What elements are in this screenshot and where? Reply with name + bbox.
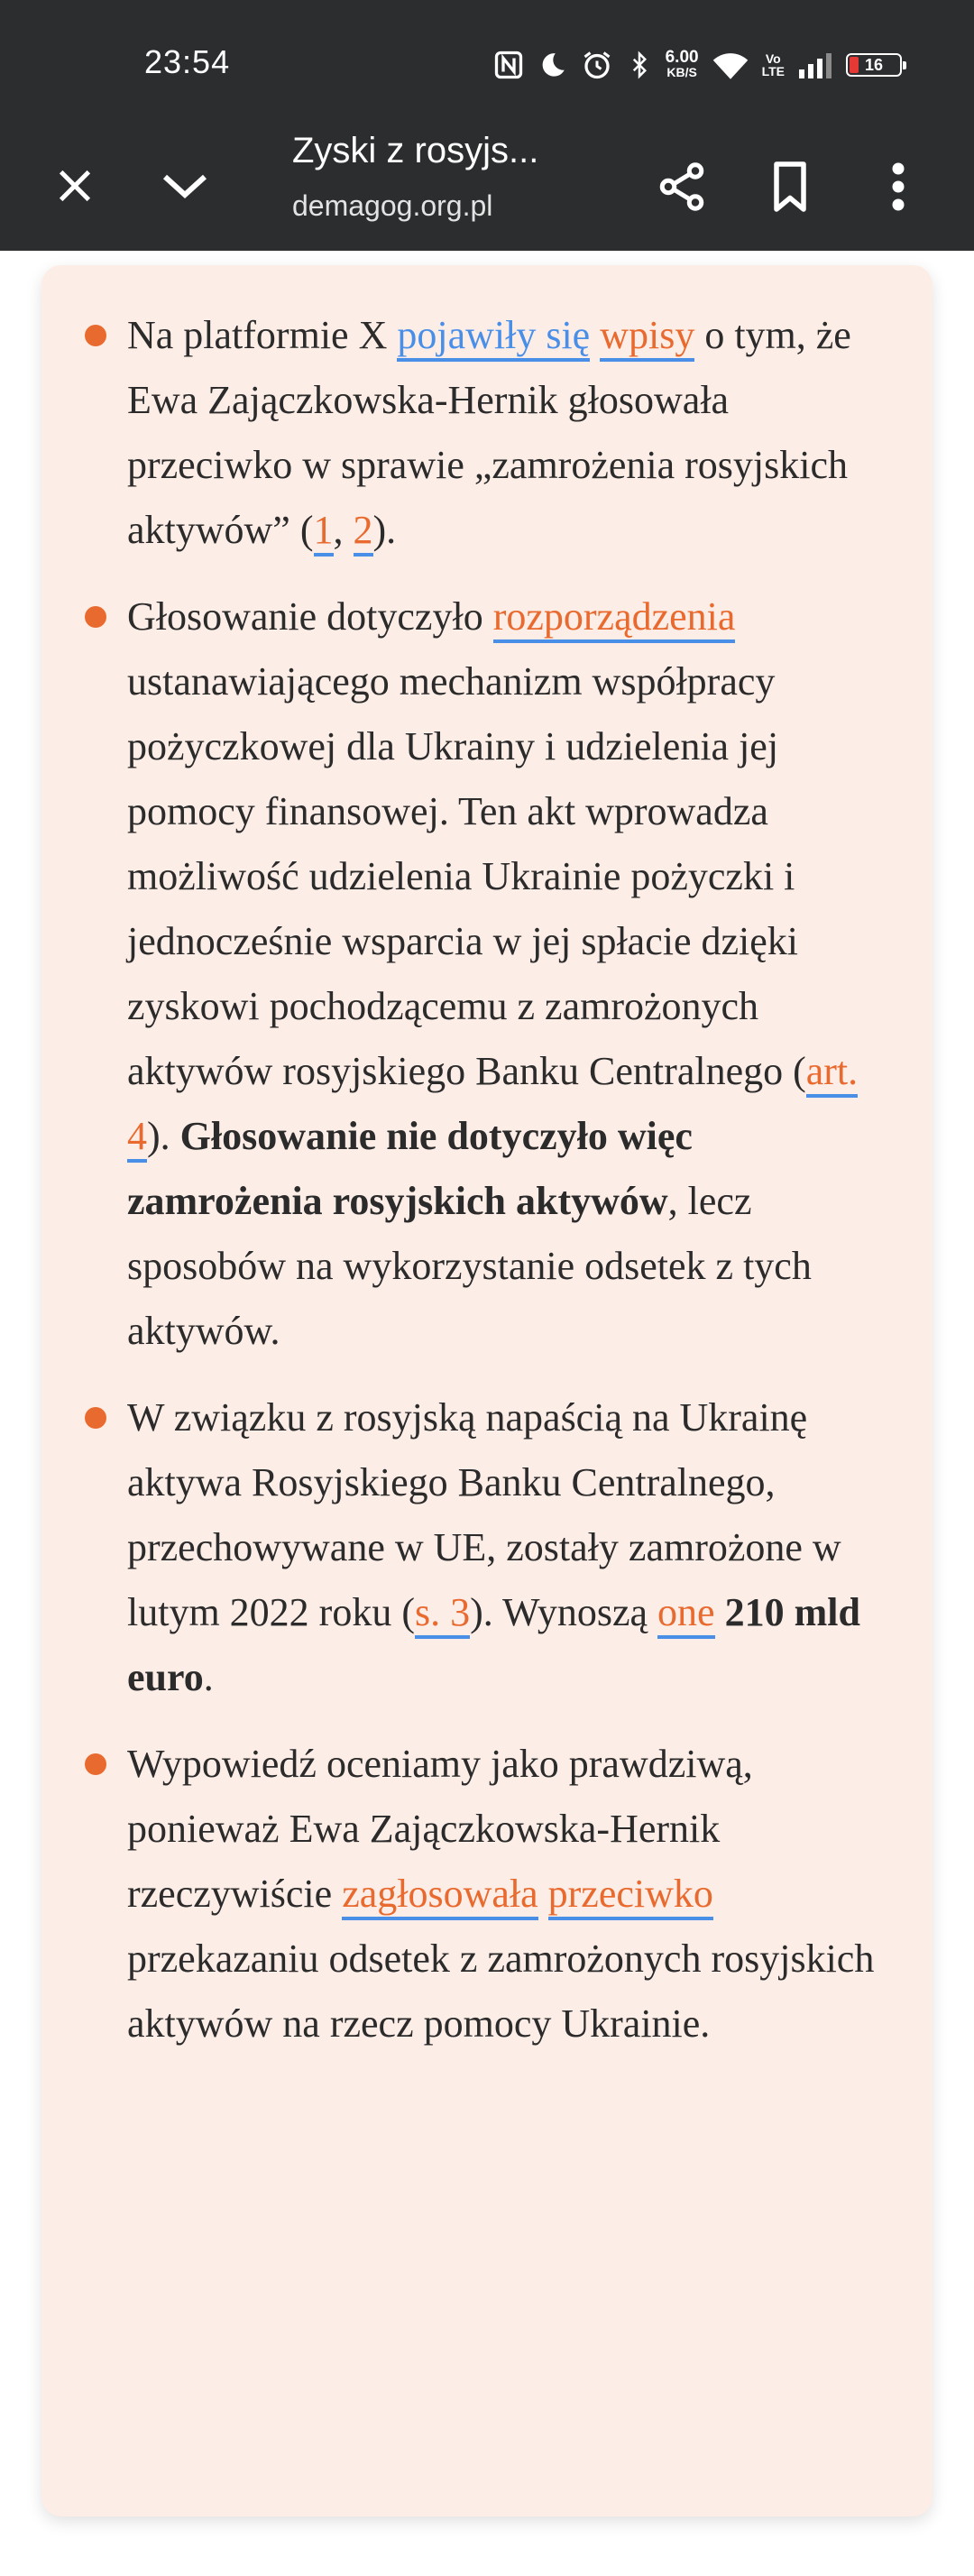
text-span: ). Wynoszą [470,1590,658,1634]
link-source-1[interactable]: 1 [314,508,334,557]
status-time: 23:54 [144,43,231,80]
summary-point-3 [41,1385,933,1710]
share-icon [655,160,709,214]
text-span: o tym, że Ewa Zajączkowska-Hernik głosowała przeciwko w sprawie „zamrożenia rosyjskich aktywów” ( [127,313,851,552]
text-span [590,313,600,357]
text-span: Na platformie X [127,313,398,357]
link-przeciwko[interactable]: przeciwko [548,1872,713,1920]
text-span: przekazaniu odsetek z zamrożonych rosyjskich aktywów na rzecz pomocy Ukrainie. [127,1937,875,2046]
link-wpisy[interactable]: wpisy [600,313,694,362]
link-rozporzadzenia[interactable]: rozporządzenia [493,594,736,643]
text-span: ustanawiającego mechanizm współpracy pożyczkowej dla Ukrainy i udzielenia jej pomocy finansowej. Ten akt wprowadza możliwość udzielenia Ukrainie pożyczki i jednocześnie wsparcia w jej spłacie dzięki zyskowi pochodzącemu z zamrożonych aktywów rosyjskiego Banku Centralnego ( [127,659,806,1093]
network-speed [665,48,699,79]
status-icons [492,45,902,85]
share-button[interactable] [649,154,714,219]
bookmark-button[interactable] [758,154,822,219]
volte-indicator [762,52,785,78]
alarm-icon [581,49,613,81]
volte-bottom: LTE [761,64,785,78]
more-button[interactable] [866,154,931,219]
status-bar [0,0,974,131]
summary-point-1 [41,303,933,563]
link-art-4[interactable]: art. 4 [127,1049,858,1163]
link-one[interactable]: one [657,1590,715,1639]
text-span: Głosowanie dotyczyło [127,594,493,639]
minimize-button[interactable] [153,154,216,217]
text-span [715,1590,725,1634]
link-pojawily-sie[interactable]: pojawiły się [397,313,590,362]
bluetooth-icon [626,49,653,81]
summary-point-4 [41,1732,933,2056]
browser-toolbar [0,131,974,251]
bullet-dot [85,1753,106,1775]
text-span: , lecz sposobów na wykorzystanie odsetek z tych aktywów. [127,1179,812,1353]
signal-icon [797,51,833,78]
wifi-icon [712,49,749,81]
summary-card [41,265,933,2516]
text-span: . [203,1655,214,1699]
bullet-dot [85,606,106,628]
bold-text: 210 mld euro [127,1590,860,1699]
network-speed-unit: KB/S [666,65,697,79]
more-vert-icon [889,160,907,214]
link-source-2[interactable]: 2 [354,508,373,557]
link-zaglosowala[interactable]: zagłosowała [342,1872,538,1920]
close-icon [54,165,96,207]
text-span: W związku z rosyjską napaścią na Ukrainę aktywa Rosyjskiego Banku Centralnego, przechowywane w UE, zostały zamrożone w lutym 2022 roku ( [127,1395,841,1634]
bold-text: Głosowanie nie dotyczyło więc zamrożenia rosyjskich aktywów [127,1114,693,1223]
page-url: demagog.org.pl [292,189,493,222]
text-span: Wypowiedź oceniamy jako prawdziwą, ponieważ Ewa Zajączkowska-Hernik rzeczywiście [127,1742,753,1916]
moon-icon [538,50,568,80]
bullet-dot [85,325,106,346]
bullet-dot [85,1407,106,1429]
summary-point-2 [41,584,933,1364]
nfc-icon [492,49,525,81]
chevron-down-icon [160,168,210,204]
summary-list [41,303,933,2078]
battery-icon [846,53,902,77]
battery-level: 16 [864,55,884,74]
page-title: Zyski z rosyjs... [292,131,539,170]
volte-top: Vo [765,51,781,66]
close-button[interactable] [43,154,106,217]
bookmark-icon [767,160,813,214]
network-speed-value: 6.00 [665,48,699,67]
text-span: ). [147,1114,180,1158]
text-span [538,1872,548,1916]
link-s-3[interactable]: s. 3 [415,1590,470,1639]
text-span: , [333,508,354,552]
text-span: ). [372,508,397,552]
